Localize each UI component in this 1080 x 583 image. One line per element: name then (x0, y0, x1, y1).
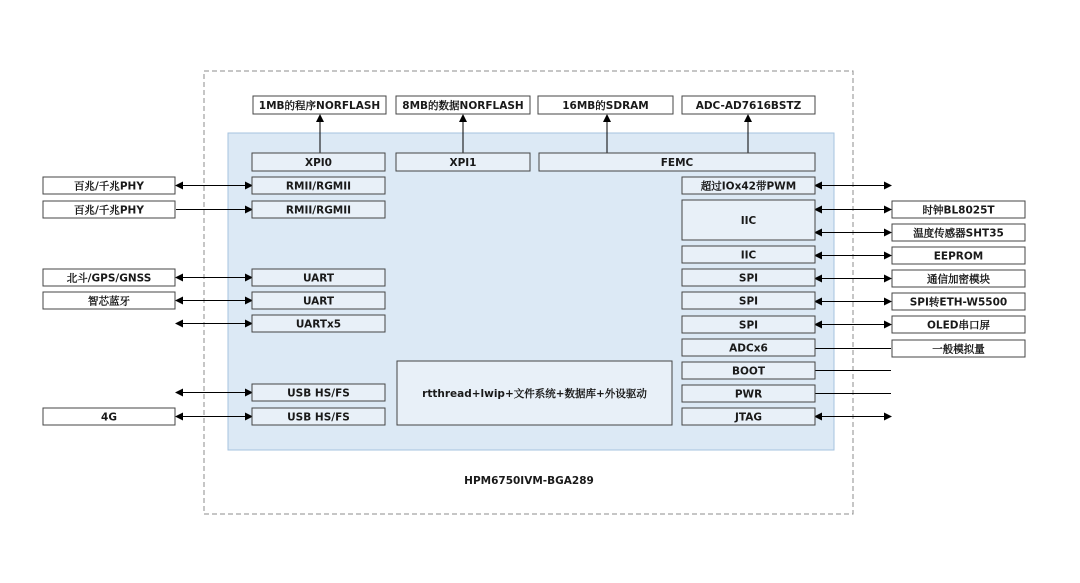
memory-norflash-data (396, 96, 530, 114)
interface-iic-2 (682, 246, 815, 263)
external-spi-eth-label: SPI转ETH-W5500 (909, 296, 1008, 309)
external-oled-label: OLED串口屏 (926, 319, 991, 332)
interface-adcx6-label: ADCx6 (729, 342, 768, 355)
external-bluetooth (43, 292, 175, 309)
interface-rmii-1-label: RMII/RGMII (285, 180, 352, 193)
memory-adc-ad7616-label: ADC-AD7616BSTZ (695, 100, 802, 112)
interface-uart-2 (252, 292, 385, 309)
external-temp-sensor (892, 224, 1025, 241)
interface-usb-1 (252, 384, 385, 401)
interface-xpi1 (396, 153, 530, 171)
interface-jtag-label: JTAG (735, 411, 762, 424)
external-gnss-label: 北斗/GPS/GNSS (66, 272, 152, 285)
external-spi-eth (892, 293, 1025, 310)
external-clock (892, 201, 1025, 218)
external-analog (892, 340, 1025, 357)
interface-femc (539, 153, 815, 171)
interface-spi-1 (682, 269, 815, 286)
memory-sdram-label: 16MB的SDRAM (562, 100, 649, 112)
software-stack (397, 361, 672, 425)
external-phy-1 (43, 177, 175, 194)
software-stack-label: rtthread+lwip+文件系统+数据库+外设驱动 (422, 388, 647, 400)
memory-sdram (538, 96, 673, 114)
interface-adcx6 (682, 339, 815, 356)
external-crypto-label: 通信加密模块 (927, 273, 990, 286)
external-eeprom-label: EEPROM (933, 250, 984, 263)
interface-rmii-1 (252, 177, 385, 194)
external-gnss (43, 269, 175, 286)
memory-norflash-data-label: 8MB的数据NORFLASH (402, 100, 524, 112)
interface-femc-label: FEMC (660, 157, 694, 169)
external-phy-1-label: 百兆/千兆PHY (74, 180, 144, 193)
external-crypto (892, 270, 1025, 287)
interface-iic-1-label: IIC (740, 215, 757, 227)
interface-spi-2-label: SPI (738, 295, 759, 308)
external-4g-label: 4G (101, 411, 117, 424)
interface-usb-2-label: USB HS/FS (287, 411, 350, 424)
external-clock-label: 时钟BL8025T (922, 204, 995, 217)
chip-name: HPM6750IVM-BGA289 (464, 475, 594, 487)
interface-jtag (682, 408, 815, 425)
interface-xpi0 (252, 153, 385, 171)
external-bluetooth-label: 智芯蓝牙 (88, 295, 130, 308)
interface-uartx5-label: UARTx5 (295, 318, 342, 331)
interface-spi-3 (682, 316, 815, 333)
interface-spi-2 (682, 292, 815, 309)
interface-spi-3-label: SPI (738, 319, 759, 332)
interface-pwr-label: PWR (734, 388, 763, 401)
interface-xpi1-label: XPI1 (449, 157, 477, 169)
interface-boot-label: BOOT (731, 365, 766, 378)
interface-boot (682, 362, 815, 379)
interface-rmii-2-label: RMII/RGMII (285, 204, 352, 217)
interface-iic-1 (682, 200, 815, 240)
external-eeprom (892, 247, 1025, 264)
memory-norflash-program-label: 1MB的程序NORFLASH (258, 100, 381, 112)
memory-norflash-program (253, 96, 386, 114)
memory-adc-ad7616 (682, 96, 815, 114)
interface-uart-1 (252, 269, 385, 286)
interface-uart-1-label: UART (302, 272, 335, 285)
interface-usb-2 (252, 408, 385, 425)
external-oled (892, 316, 1025, 333)
interface-io-pwm (682, 177, 815, 194)
external-phy-2-label: 百兆/千兆PHY (74, 204, 144, 217)
interface-rmii-2 (252, 201, 385, 218)
external-phy-2 (43, 201, 175, 218)
interface-io-pwm-label: 超过IOx42带PWM (700, 180, 797, 193)
interface-uart-2-label: UART (302, 295, 335, 308)
external-temp-sensor-label: 温度传感器SHT35 (913, 227, 1004, 240)
interface-iic-2-label: IIC (740, 249, 757, 262)
interface-pwr (682, 385, 815, 402)
interface-xpi0-label: XPI0 (304, 157, 333, 169)
interface-spi-1-label: SPI (738, 272, 759, 285)
interface-usb-1-label: USB HS/FS (287, 387, 350, 400)
external-analog-label: 一般模拟量 (932, 343, 985, 356)
interface-uartx5 (252, 315, 385, 332)
external-4g (43, 408, 175, 425)
